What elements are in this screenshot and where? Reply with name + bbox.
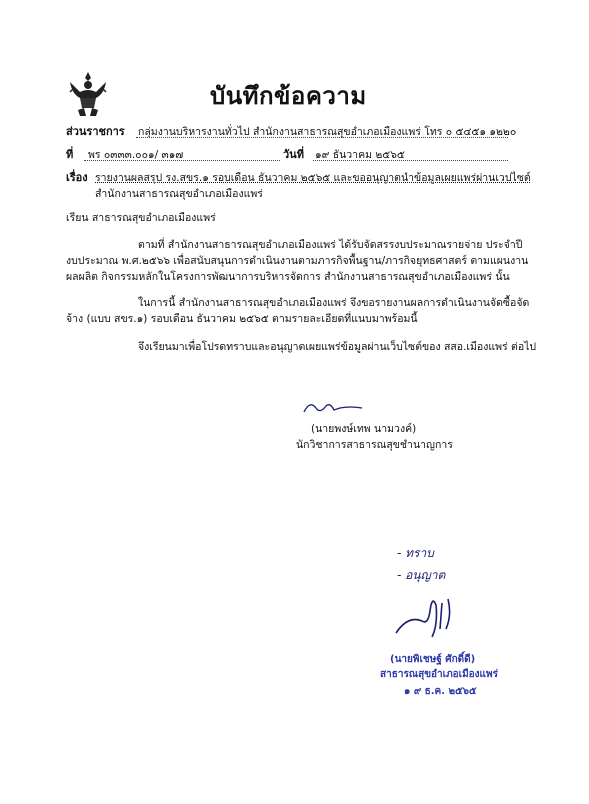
date-dotline <box>313 160 508 161</box>
paragraph-1-line-1: ตามที่ สำนักงานสาธารณสุขอำเภอเมืองแพร่ ได้รับจัดสรรงบประมาณรายจ่าย ประจำปี <box>138 239 523 251</box>
paragraph-1-line-2: งบประมาณ พ.ศ.๒๕๖๖ เพื่อสนับสนุนการดำเนินงานตามภารกิจพื้นฐาน/ภารกิจยุทธศาสตร์ ตามแผนงาน <box>66 255 529 267</box>
stamp-date: ๑ ๙ ธ.ค. ๒๕๖๕ <box>404 686 477 697</box>
agency-dotline <box>136 137 508 138</box>
ref-value: พร ๐๓๓๓.๐๐๑/ ๓๑๗ <box>88 149 184 161</box>
paragraph-1-line-3: ผลผลิต กิจกรรมหลักในโครงการพัฒนาการบริหารจัดการ สำนักงานสาธารณสุขอำเภอเมืองแพร่ นั้น <box>66 271 510 283</box>
memo-title: บันทึกข้อความ <box>210 82 367 110</box>
subject-label: เรื่อง <box>66 171 88 184</box>
signer-position: นักวิชาการสาธารณสุขชำนาญการ <box>296 439 453 451</box>
subject-line-1: รายงานผลสรุป รง.สขร.๑ รอบเดือน ธันวาคม ๒๕๖๕ และขออนุญาตนำข้อมูลเผยแพร่ผ่านเวปไซต์ <box>95 172 531 184</box>
stamp-approver-name: (นายพิเชษฐ์ ศักดิ์ดี) <box>390 654 476 665</box>
signature-writer <box>300 398 370 418</box>
signer-name: (นายพงษ์เทพ นามวงค์) <box>311 423 417 435</box>
signature-approver <box>388 585 468 645</box>
salutation: เรียน สาธารณสุขอำเภอเมืองแพร่ <box>66 212 216 224</box>
stamp-approver-position: สาธารณสุขอำเภอเมืองแพร่ <box>380 669 498 680</box>
paragraph-2-line-1: ในการนี้ สำนักงานสาธารณสุขอำเภอเมืองแพร่ จึงขอรายงานผลการดำเนินงานจัดซื้อจัด <box>138 297 530 309</box>
approval-note-permit: - อนุญาต <box>397 568 446 582</box>
approval-note-acknowledge: - ทราบ <box>397 546 434 560</box>
subject-line-2: สำนักงานสาธารณสุขอำเภอเมืองแพร่ <box>95 188 263 200</box>
agency-value: กลุ่มงานบริหารงานทั่วไป สำนักงานสาธารณสุขอำเภอเมืองแพร่ โทร ๐ ๕๔๕๑ ๑๒๒๐ <box>138 126 517 138</box>
paragraph-3-line-1: จึงเรียนมาเพื่อโปรดทราบและอนุญาตเผยแพร่ข้อมูลผ่านเว็บไซต์ของ สสอ.เมืองแพร่ ต่อไป <box>138 341 537 353</box>
agency-label: ส่วนราชการ <box>66 125 125 138</box>
date-value: ๑๙ ธันวาคม ๒๕๖๕ <box>315 149 405 161</box>
ref-dotline <box>84 160 280 161</box>
garuda-emblem-icon <box>66 70 110 118</box>
date-label: วันที่ <box>283 148 304 161</box>
ref-label: ที่ <box>66 148 74 161</box>
paragraph-2-line-2: จ้าง (แบบ สขร.๑) รอบเดือน ธันวาคม ๒๕๖๕ ตามรายละเอียดที่แนบมาพร้อมนี้ <box>66 313 418 325</box>
